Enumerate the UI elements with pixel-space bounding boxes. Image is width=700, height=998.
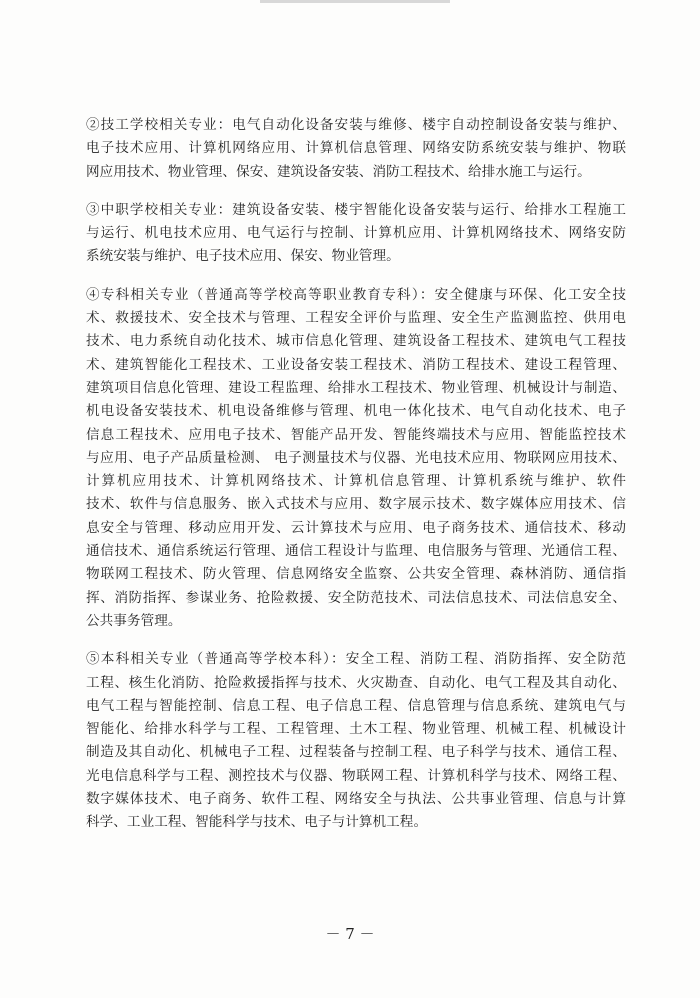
text-line: 系统安装与维护、电子技术应用、保安、物业管理。 — [86, 248, 400, 265]
text-line: 电气工程与智能控制、信息工程、电子信息工程、信息管理与信息系统、建筑电气与 — [86, 697, 626, 714]
text-line: 机电设备安装技术、机电设备维修与管理、机电一体化技术、电气自动化技术、电子 — [86, 403, 626, 420]
text-line: ③中职学校相关专业：建筑设备安装、楼宇智能化设备安装与运行、给排水工程施工 — [86, 201, 626, 218]
text-line: 电子技术应用、计算机网络应用、计算机信息管理、网络安防系统安装与维护、物联 — [86, 140, 626, 157]
text-line: ④专科相关专业（普通高等学校高等职业教育专科）：安全健康与环保、化工安全技 — [86, 286, 626, 303]
text-line: 物联网工程技术、防火管理、信息网络安全监察、公共安全管理、森林消防、通信指 — [86, 566, 626, 583]
text-line: 数字媒体技术、电子商务、软件工程、网络安全与执法、公共事业管理、信息与计算 — [86, 791, 626, 808]
text-line: 与应用、电子产品质量检测、 电子测量技术与仪器、光电技术应用、物联网应用技术、 — [86, 449, 626, 466]
text-line: 工程、核生化消防、抢险救援指挥与技术、火灾勘查、自动化、电气工程及其自动化、 — [86, 674, 626, 691]
text-line: 网应用技术、物业管理、保安、建筑设备安装、消防工程技术、给排水施工与运行。 — [86, 163, 591, 180]
text-line: 术、救援技术、安全技术与管理、工程安全评价与监理、安全生产监测监控、供用电 — [86, 310, 626, 327]
paragraph-junior-college-majors — [86, 284, 626, 633]
text-line: 光电信息科学与工程、测控技术与仪器、物联网工程、计算机科学与技术、网络工程、 — [86, 767, 626, 784]
scan-edge-mark — [260, 0, 450, 3]
text-line: 挥、消防指挥、参谋业务、抢险救援、安全防范技术、司法信息技术、司法信息安全、 — [86, 589, 626, 606]
text-line: 信息工程技术、应用电子技术、智能产品开发、智能终端技术与应用、智能监控技术 — [86, 426, 626, 443]
text-line: 息安全与管理、移动应用开发、云计算技术与应用、电子商务技术、通信技术、移动 — [86, 519, 626, 536]
text-line: 技术、软件与信息服务、嵌入式技术与应用、数字展示技术、数字媒体应用技术、信 — [86, 496, 626, 513]
text-line: 公共事务管理。 — [86, 612, 182, 629]
paragraph-undergraduate-majors — [86, 648, 626, 834]
text-line: ⑤本科相关专业（普通高等学校本科）：安全工程、消防工程、消防指挥、安全防范 — [86, 651, 626, 668]
paragraph-technical-school-majors — [86, 114, 626, 184]
text-line: 术、建筑智能化工程技术、工业设备安装工程技术、消防工程技术、建设工程管理、 — [86, 356, 626, 373]
text-line: 建筑项目信息化管理、建设工程监理、给排水工程技术、物业管理、机械设计与制造、 — [86, 379, 626, 396]
text-line: 制造及其自动化、机械电子工程、过程装备与控制工程、电子科学与技术、通信工程、 — [86, 744, 626, 761]
text-line: 智能化、给排水科学与工程、工程管理、土木工程、物业管理、机械工程、机械设计 — [86, 721, 626, 738]
text-line: 通信技术、通信系统运行管理、通信工程设计与监理、电信服务与管理、光通信工程、 — [86, 543, 626, 560]
text-line: 技术、电力系统自动化技术、城市信息化管理、建筑设备工程技术、建筑电气工程技 — [86, 333, 626, 350]
document-body — [86, 114, 626, 850]
text-line: 计算机应用技术、计算机网络技术、计算机信息管理、计算机系统与维护、软件 — [86, 473, 626, 490]
text-line: 科学、工业工程、智能科学与技术、电子与计算机工程。 — [86, 814, 428, 831]
page-number: － 7 － — [325, 925, 375, 943]
paragraph-vocational-school-majors — [86, 199, 626, 269]
text-line: ②技工学校相关专业：电气自动化设备安装与维修、楼宇自动控制设备安装与维护、 — [86, 117, 626, 133]
text-line: 与运行、机电技术应用、电气运行与控制、计算机应用、计算机网络技术、网络安防 — [86, 225, 626, 242]
